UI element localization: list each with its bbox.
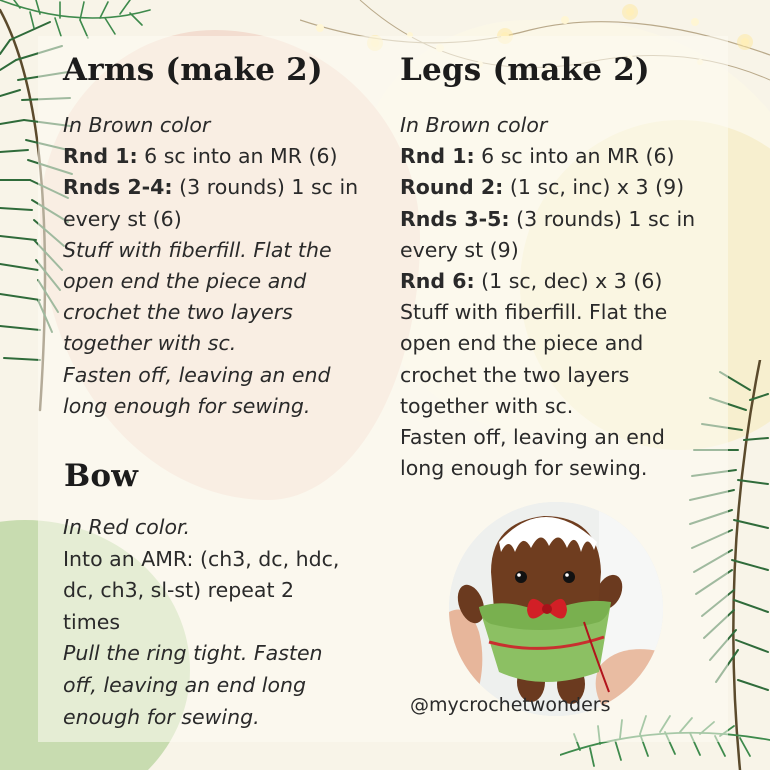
bow-line: off, leaving an end long — [63, 672, 307, 697]
legs-line: crochet the two layers — [400, 362, 630, 387]
arms-line: crochet the two layers — [63, 300, 293, 325]
legs-line — [400, 266, 730, 297]
amigurumi-photo — [449, 502, 663, 716]
round-text: 6 sc into an MR (6) — [474, 144, 675, 169]
legs-line — [400, 172, 730, 203]
arms-line: In Brown color — [63, 113, 211, 137]
arms-instructions — [63, 110, 393, 422]
round-text: (3 rounds) 1 sc in — [172, 175, 359, 200]
arms-line: Stuff with fiberfill. Flat the — [63, 237, 332, 262]
legs-heading: Legs (make 2) — [400, 52, 650, 88]
legs-line: open end the piece and — [400, 331, 644, 356]
round-label: Rnds 3-5: — [400, 206, 510, 231]
legs-line: Fasten off, leaving an end — [400, 425, 665, 450]
arms-heading: Arms (make 2) — [63, 52, 323, 88]
round-text: (1 sc, inc) x 3 (9) — [503, 175, 685, 200]
round-label: Rnd 1: — [63, 144, 138, 169]
arms-line — [63, 172, 393, 203]
bow-line: Pull the ring tight. Fasten — [63, 641, 323, 666]
arms-line: together with sc. — [63, 331, 237, 356]
legs-line: In Brown color — [400, 113, 548, 137]
bow-line: times — [63, 609, 120, 634]
arms-line: every st (6) — [63, 206, 182, 231]
arms-line — [63, 141, 393, 172]
legs-line: Stuff with fiberfill. Flat the — [400, 300, 668, 325]
round-text: (3 rounds) 1 sc in — [509, 206, 696, 231]
bow-line: Into an AMR: (ch3, dc, hdc, — [63, 546, 340, 571]
round-label: Round 2: — [400, 175, 504, 200]
arms-line: Fasten off, leaving an end — [63, 362, 331, 387]
bow-heading: Bow — [64, 458, 139, 494]
amigurumi-photo-icon — [449, 502, 663, 716]
bow-line: enough for sewing. — [63, 704, 260, 729]
legs-instructions — [400, 110, 730, 484]
legs-line — [400, 204, 730, 235]
round-label: Rnd 6: — [400, 269, 475, 294]
legs-line: long enough for sewing. — [400, 456, 648, 481]
instagram-handle: @mycrochetwonders — [410, 694, 611, 716]
arms-line: open end the piece and — [63, 269, 307, 294]
bow-line: In Red color. — [63, 515, 191, 539]
round-label: Rnds 2-4: — [63, 175, 173, 200]
bow-instructions — [63, 512, 393, 733]
legs-line: together with sc. — [400, 393, 574, 418]
bow-line: dc, ch3, sl-st) repeat 2 — [63, 578, 295, 603]
round-label: Rnd 1: — [400, 144, 475, 169]
legs-line — [400, 141, 730, 172]
round-text: (1 sc, dec) x 3 (6) — [474, 269, 663, 294]
arms-line: long enough for sewing. — [63, 393, 311, 418]
legs-line: every st (9) — [400, 237, 519, 262]
round-text: 6 sc into an MR (6) — [137, 144, 338, 169]
